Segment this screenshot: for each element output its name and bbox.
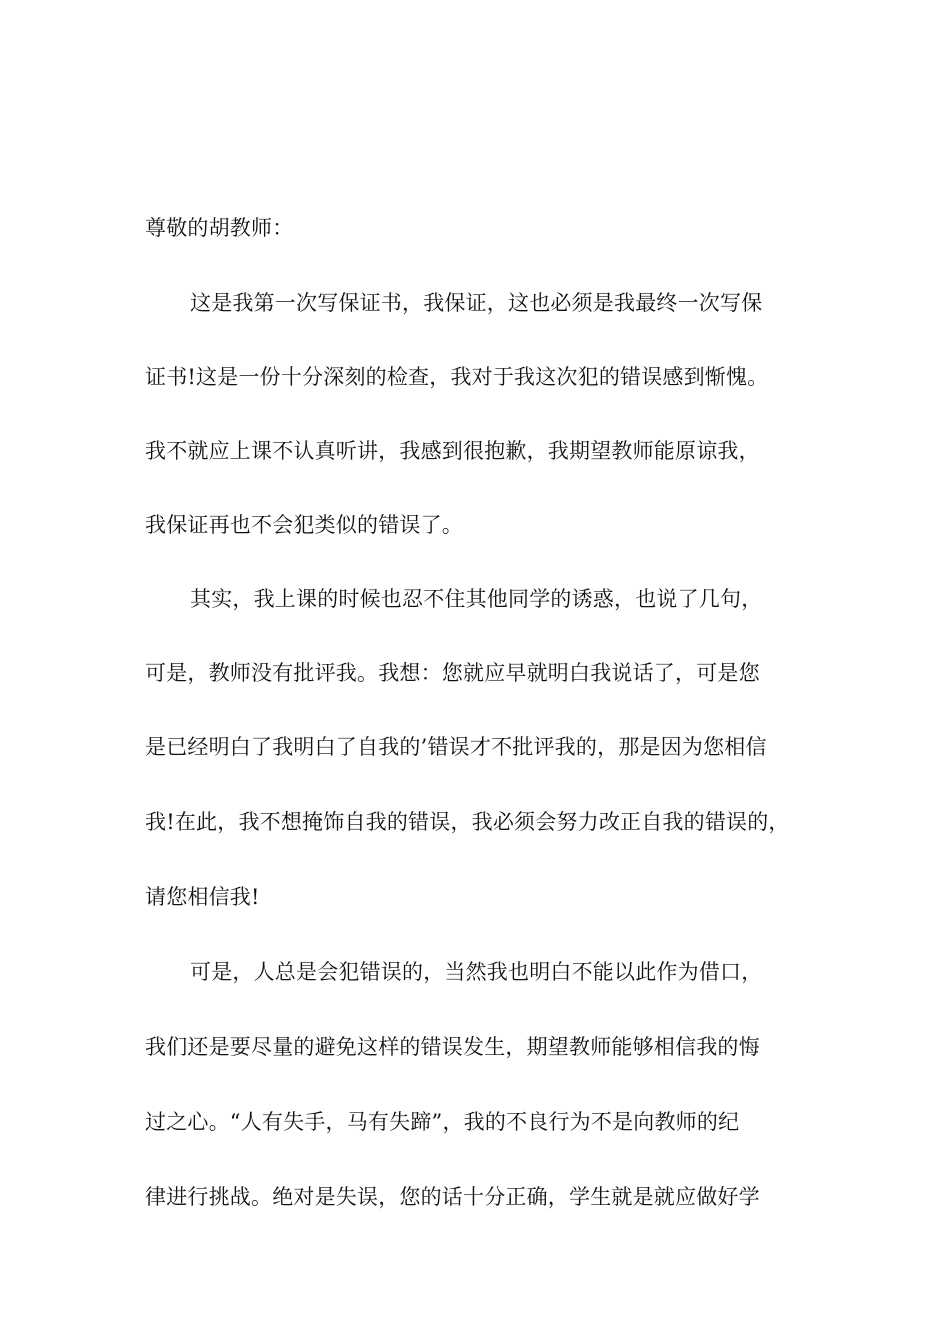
paragraph-2-line-5: 请您相信我! [145, 885, 260, 909]
paragraph-1-line-4: 我保证再也不会犯类似的错误了。 [145, 513, 463, 537]
paragraph-2-line-2: 可是，教师没有批评我。我想：您就应早就明白我说话了，可是您 [145, 661, 760, 685]
paragraph-1-line-3: 我不就应上课不认真听讲，我感到很抱歉，我期望教师能原谅我， [145, 439, 760, 463]
paragraph-1-line-1: 这是我第一次写保证书，我保证，这也必须是我最终一次写保 [190, 291, 763, 315]
paragraph-3-line-1: 可是，人总是会犯错误的，当然我也明白不能以此作为借口， [190, 960, 763, 984]
paragraph-1-line-2: 证书!这是一份十分深刻的检查，我对于我这次犯的错误感到惭愧。 [145, 365, 769, 389]
paragraph-2-line-3: 是已经明白了我明白了自我的’错误才不批评我的，那是因为您相信 [145, 735, 767, 759]
paragraph-3-line-2: 我们还是要尽量的避免这样的错误发生，期望教师能够相信我的悔 [145, 1035, 760, 1059]
paragraph-2-line-1: 其实，我上课的时候也忍不住其他同学的诱惑，也说了几句， [190, 587, 763, 611]
salutation: 尊敬的胡教师： [145, 216, 294, 240]
paragraph-3-line-3: 过之心。“人有失手，马有失蹄”，我的不良行为不是向教师的纪 [145, 1110, 740, 1134]
paragraph-2-line-4: 我!在此，我不想掩饰自我的错误，我必须会努力改正自我的错误的， [145, 810, 790, 834]
paragraph-3-line-4: 律进行挑战。绝对是失误，您的话十分正确，学生就是就应做好学 [145, 1185, 760, 1209]
